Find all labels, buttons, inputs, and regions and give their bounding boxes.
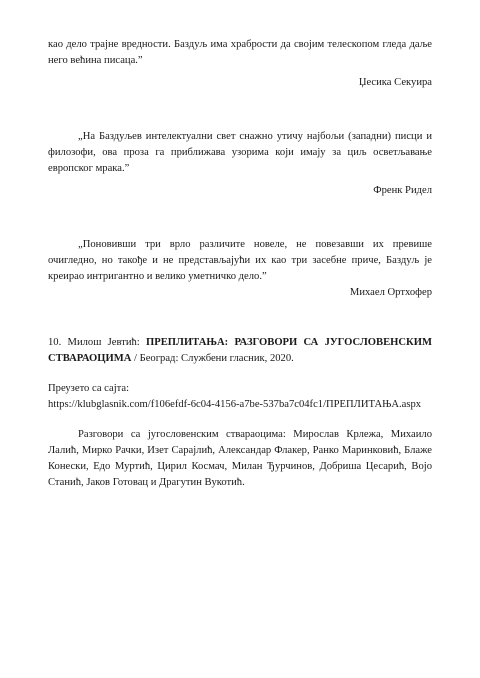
quote-1-text: као дело трајне вредности. Баздуљ има храбрости да својим телескопом гледа даље него већина писаца.” — [48, 39, 432, 66]
entry-description: Разговори са југословенским ствараоцима: Мирослав Крлежа, Михаило Лалић, Мирко Рачки, Изет Сарајлић, Александар Флакер, Ранко Маринковић, Блаже Конески, Едо Муртић, Цирил Космач, Милан Ђурчинов, Добриша Цесарић, Војо Станић, Јаков Готовац и Драгутин Вукотић. — [48, 429, 432, 488]
document-page — [48, 37, 432, 491]
quote-1-author: Џесика Секуира — [358, 77, 432, 88]
source-label: Преузето са сајта: — [48, 383, 130, 394]
entry-publisher: / Београд: Службени гласник, 2020. — [134, 353, 294, 364]
entry-author: Милош Јевтић: — [67, 337, 140, 348]
entry-title: ПРЕПЛИТАЊА: РАЗГОВОРИ СА ЈУГОСЛОВЕНСКИМ СТВАРАОЦИМА — [48, 337, 432, 364]
quote-2-author: Френк Ридел — [373, 185, 432, 196]
entry-number: 10. — [48, 337, 62, 348]
quote-3-author: Михаел Ортхофер — [349, 287, 432, 298]
quote-3-text: „Поновивши три врло различите новеле, не повезавши их превише очигледно, но такође и не представљајући их као три засебне приче, Баздуљ је креирао интригантно и велико уметничко дело.” — [48, 239, 432, 282]
source-url[interactable]: https://klubglasnik.com/f106efdf-6c04-4156-a7be-537ba7c04fc1/ПРЕПЛИТАЊА.aspx — [48, 399, 422, 410]
quote-2-text: „На Баздуљев интелектуални свет снажно утичу најбољи (западни) писци и филозофи, ова проза га приближава узорима који имају за циљ осветљавање европског мрака.” — [48, 131, 432, 174]
book-entry-heading — [48, 335, 432, 367]
